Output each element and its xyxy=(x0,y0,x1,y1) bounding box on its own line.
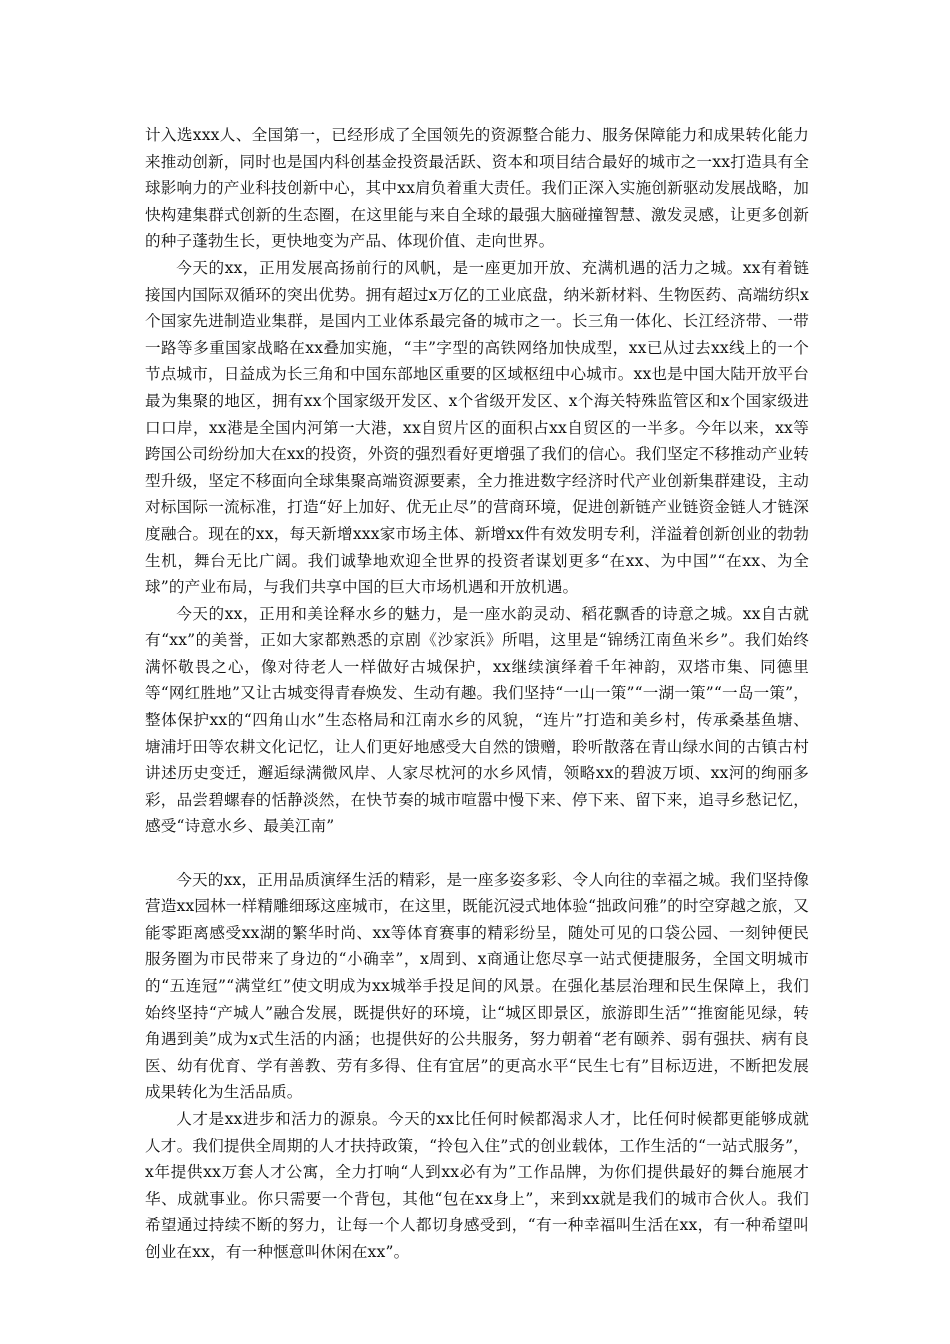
paragraph-1: 计入选xxx人、全国第一，已经形成了全国领先的资源整合能力、服务保障能力和成果转化能力来推动创新，同时也是国内科创基金投资最活跃、资本和项目结合最好的城市之一xx打造具有全球影响力的产业科技创新中心，其中xx肩负着重大责任。我们正深入实施创新驱动发展战略，加快构建集群式创新的生态圈，在这里能与来自全球的最强大脑碰撞智慧、激发灵感，让更多创新的种子蓬勃生长，更快地变为产品、体现价值、走向世界。 xyxy=(145,126,809,251)
paragraph-4: 今天的xx，正用品质演绎生活的精彩，是一座多姿多彩、令人向往的幸福之城。我们坚持像营造xx园林一样精雕细琢这座城市，在这里，既能沉浸式地体验“拙政问雅”的时空穿越之旅，又能零距离感受xx湖的繁华时尚、xx等体育赛事的精彩纷呈，随处可见的口袋公园、一刻钟便民服务圈为市民带来了身边的“小确幸”，x周到、x商通让您尽享一站式便捷服务，全国文明城市的“五连冠”“满堂红”使文明成为xx城举手投足间的风景。在强化基层治理和民生保障上，我们始终坚持“产城人”融合发展，既提供好的环境，让“城区即景区，旅游即生活”“推窗能见绿，转角遇到美”成为x式生活的内涵；也提供好的公共服务，努力朝着“老有颐养、弱有强扶、病有良医、幼有优育、学有善教、劳有多得、住有宜居”的更高水平“民生七有”目标迈进，不断把发展成果转化为生活品质。 xyxy=(145,870,809,1102)
paragraph-gap xyxy=(145,840,809,867)
paragraph-3: 今天的xx，正用和美诠释水乡的魅力，是一座水韵灵动、稻花飘香的诗意之城。xx自古就有“xx”的美誉，正如大家都熟悉的京剧《沙家浜》所唱，这里是“锦绣江南鱼米乡”。我们始终满怀敬畏之心，像对待老人一样做好古城保护，xx继续演绎着千年神韵，双塔市集、同德里等“网红胜地”又让古城变得青春焕发、生动有趣。我们坚持“一山一策”“一湖一策”“一岛一策”，整体保护xx的“四角山水”生态格局和江南水乡的风貌，“连片”打造和美乡村，传承桑基鱼塘、塘浦圩田等农耕文化记忆，让人们更好地感受大自然的馈赠，聆听散落在青山绿水间的古镇古村讲述历史变迁，邂逅绿满微风岸、人家尽枕河的水乡风情，领略xx的碧波万顷、xx河的绚丽多彩，品尝碧螺春的恬静淡然，在快节奏的城市喧嚣中慢下来、停下来、留下来，追寻乡愁记忆，感受“诗意水乡、最美江南” xyxy=(145,604,809,836)
paragraph-2: 今天的xx，正用发展高扬前行的风帆，是一座更加开放、充满机遇的活力之城。xx有着链接国内国际双循环的突出优势。拥有超过x万亿的工业底盘，纳米新材料、生物医药、高端纺织x个国家先进制造业集群，是国内工业体系最完备的城市之一。长三角一体化、长江经济带、一带一路等多重国家战略在xx叠加实施，“丰”字型的高铁网络加快成型，xx已从过去xx线上的一个节点城市，日益成为长三角和中国东部地区重要的区域枢纽中心城市。xx也是中国大陆开放平台最为集聚的地区，拥有xx个国家级开发区、x个省级开发区、x个海关特殊监管区和x个国家级进口口岸，xx港是全国内河第一大港，xx自贸片区的面积占xx自贸区的一半多。今年以来，xx等跨国公司纷纷加大在xx的投资，外资的强烈看好更增强了我们的信心。我们坚定不移推动产业转型升级，坚定不移面向全球集聚高端资源要素，全力推进数字经济时代产业创新集群建设，主动对标国际一流标准，打造“好上加好、优无止尽”的营商环境，促进创新链产业链资金链人才链深度融合。现在的xx，每天新增xxx家市场主体、新增xx件有效发明专利，洋溢着创新创业的勃勃生机，舞台无比广阔。我们诚挚地欢迎全世界的投资者谋划更多“在xx、为中国”“在xx、为全球”的产业布局，与我们共享中国的巨大市场机遇和开放机遇。 xyxy=(145,258,809,597)
paragraph-5: 人才是xx进步和活力的源泉。今天的xx比任何时候都渴求人才，比任何时候都更能够成就人才。我们提供全周期的人才扶持政策，“拎包入住”式的创业载体，工作生活的“一站式服务”，x年提供xx万套人才公寓，全力打响“人到xx必有为”工作品牌，为你们提供最好的舞台施展才华、成就事业。你只需要一个背包，其他“包在xx身上”，来到xx就是我们的城市合伙人。我们希望通过持续不断的努力，让每一个人都切身感受到，“有一种幸福叫生活在xx，有一种希望叫创业在xx，有一种惬意叫休闲在xx”。 xyxy=(145,1109,809,1261)
document-body xyxy=(145,122,809,1266)
